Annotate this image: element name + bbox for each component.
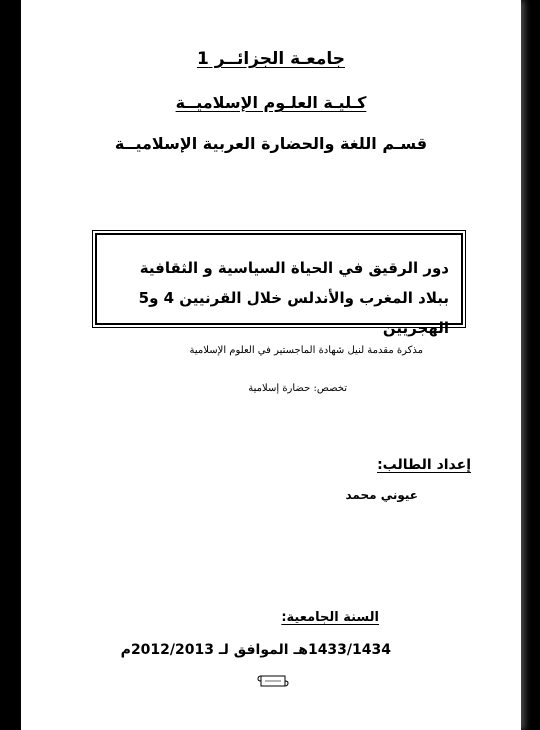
specialization: تخصص: حضارة إسلامية: [248, 383, 347, 394]
university-name: جامعـة الجزائــر 1: [196, 49, 345, 69]
document-page: [21, 0, 521, 730]
scroll-ornament-icon: [257, 674, 289, 688]
thesis-title-box: [95, 233, 463, 337]
thesis-title: دور الرقيق في الحياة السياسية و الثقافية ببلاد المغرب والأندلس خلال القرنيين 4 و5 الهجريين: [138, 259, 449, 337]
academic-year-value: 1433/1434هـ الموافق لـ 2012/2013م: [120, 642, 391, 658]
memoir-statement: مذكرة مقدمة لنيل شهادة الماجستير في العلوم الإسلامية: [189, 345, 423, 356]
prepared-by-label: إعداد الطالب:: [377, 457, 471, 473]
faculty-name: كـليـة العلـوم الإسلاميــة: [175, 93, 367, 112]
student-name: عيوني محمد: [345, 488, 418, 502]
department-name: قسـم اللغة والحضارة العربية الإسلاميــة: [114, 134, 428, 153]
academic-year-label: السنة الجامعية:: [281, 610, 379, 625]
